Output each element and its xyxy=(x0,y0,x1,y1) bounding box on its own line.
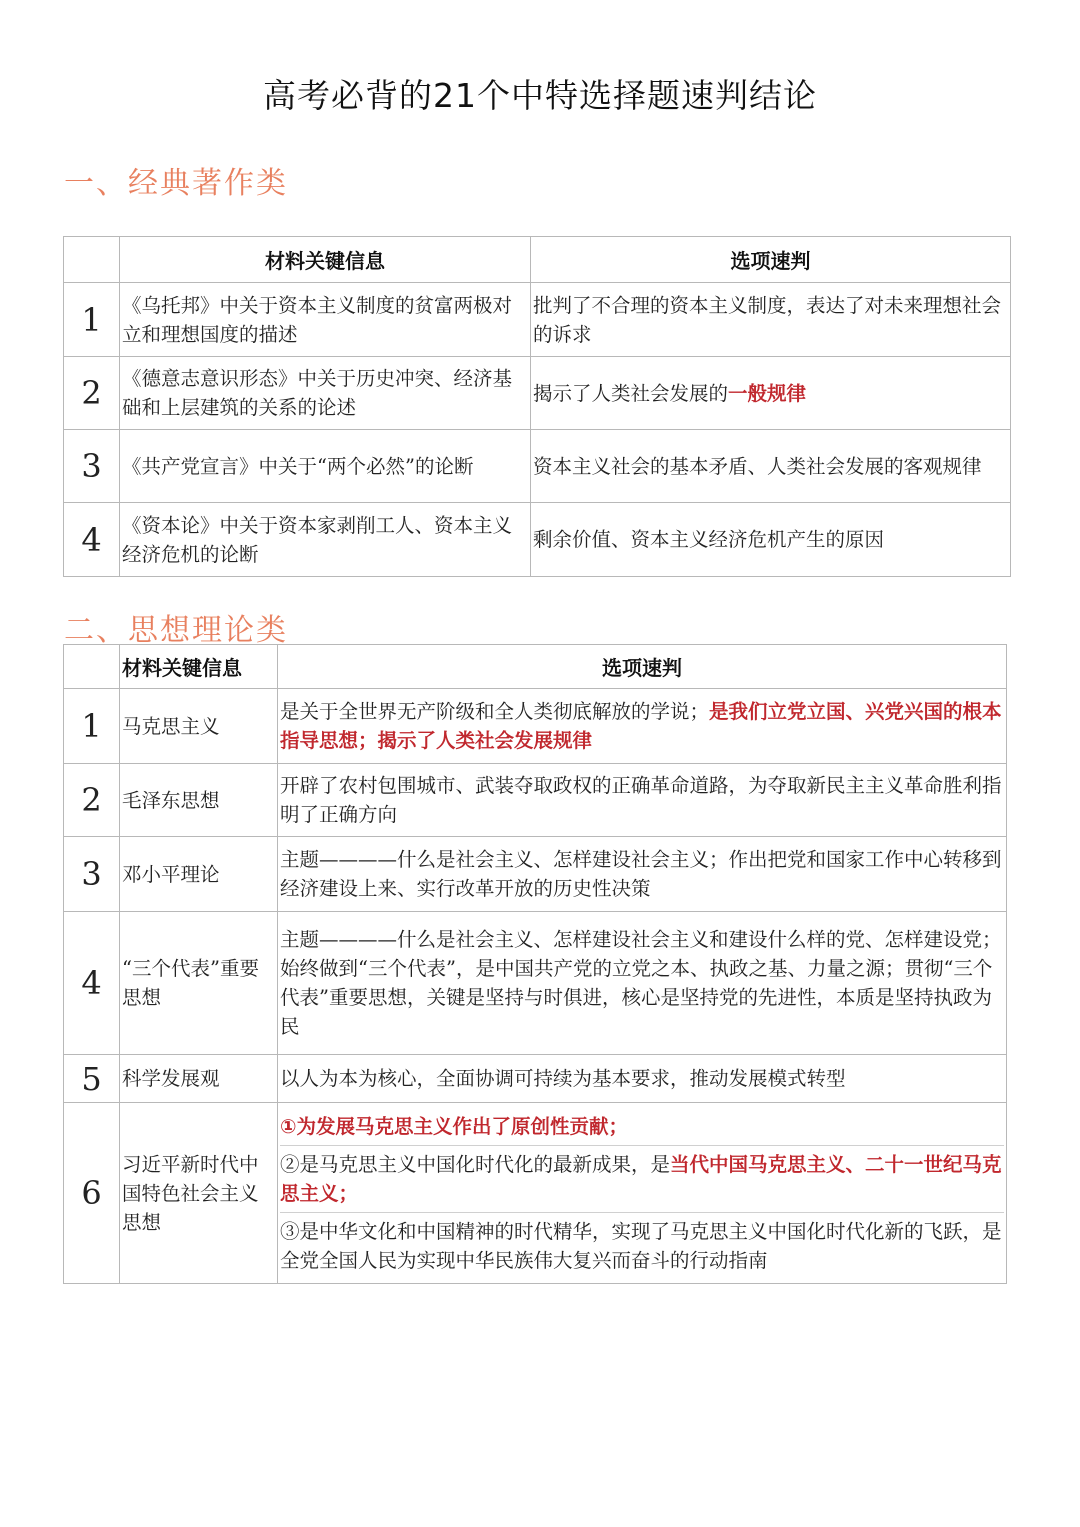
judge-text: 是关于全世界无产阶级和全人类彻底解放的学说； xyxy=(280,700,710,723)
header-key-info: 材料关键信息 xyxy=(120,645,278,689)
judge-text: ③是中华文化和中国精神的时代精华，实现了马克思主义中国化时代化新的飞跃，是全党全国人民为实现中华民族伟大复兴而奋斗的行动指南 xyxy=(280,1219,1002,1272)
header-blank xyxy=(64,237,120,283)
row-number: 2 xyxy=(64,764,120,837)
header-blank xyxy=(64,645,120,689)
row-number: 4 xyxy=(64,912,120,1055)
table-row xyxy=(64,357,1011,430)
table-row xyxy=(64,503,1011,577)
judge-point-3 xyxy=(280,1212,1004,1279)
header-quick-judge: 选项速判 xyxy=(278,645,1007,689)
judge-cell: 主题————什么是社会主义、怎样建设社会主义；作出把党和国家工作中心转移到经济建设上来、实行改革开放的历史性决策 xyxy=(278,837,1007,912)
judge-cell: 开辟了农村包围城市、武装夺取政权的正确革命道路，为夺取新民主主义革命胜利指明了正确方向 xyxy=(278,764,1007,837)
classics-table xyxy=(63,236,1011,577)
judge-highlight: 当代中国马克思主义、二十一世纪马克思主义； xyxy=(280,1152,1002,1205)
judge-highlight: 一般规律 xyxy=(728,381,807,405)
table-row xyxy=(64,764,1007,837)
judge-cell xyxy=(278,689,1007,764)
table-row xyxy=(64,283,1011,357)
judge-cell xyxy=(531,357,1011,430)
row-number: 3 xyxy=(64,430,120,503)
key-info-cell: 《德意志意识形态》中关于历史冲突、经济基础和上层建筑的关系的论述 xyxy=(120,357,531,430)
table-row xyxy=(64,689,1007,764)
section-heading-theory: 二、思想理论类 xyxy=(64,613,288,648)
table-row xyxy=(64,837,1007,912)
judge-highlight: 是我们立党立国、兴党兴国的根本指导思想；揭示了人类社会发展规律 xyxy=(280,700,1002,752)
row-number: 4 xyxy=(64,503,120,577)
table-row xyxy=(64,912,1007,1055)
key-info-cell: 马克思主义 xyxy=(120,689,278,764)
page-title: 高考必背的21个中特选择题速判结论 xyxy=(263,76,817,115)
row-number: 1 xyxy=(64,689,120,764)
theory-table xyxy=(63,644,1007,1284)
header-key-info: 材料关键信息 xyxy=(120,237,531,283)
judge-cell: 主题————什么是社会主义、怎样建设社会主义和建设什么样的党、怎样建设党；始终做到“三个代表”，是中国共产党的立党之本、执政之基、力量之源；贯彻“三个代表”重要思想，关键是坚持与时俱进，核心是坚持党的先进性，本质是坚持执政为民 xyxy=(278,912,1007,1055)
judge-cell xyxy=(278,1103,1007,1284)
row-number: 6 xyxy=(64,1103,120,1284)
key-info-cell: 习近平新时代中国特色社会主义思想 xyxy=(120,1103,278,1284)
judge-cell: 以人为本为核心，全面协调可持续为基本要求，推动发展模式转型 xyxy=(278,1055,1007,1103)
row-number: 1 xyxy=(64,283,120,357)
row-number: 3 xyxy=(64,837,120,912)
judge-cell: 剩余价值、资本主义经济危机产生的原因 xyxy=(531,503,1011,577)
table-header-row xyxy=(64,645,1007,689)
judge-text: 揭示了人类社会发展的 xyxy=(533,381,729,405)
key-info-cell: 毛泽东思想 xyxy=(120,764,278,837)
row-number: 2 xyxy=(64,357,120,430)
judge-point-1 xyxy=(280,1108,1004,1145)
key-info-cell: “三个代表”重要思想 xyxy=(120,912,278,1055)
header-quick-judge: 选项速判 xyxy=(531,237,1011,283)
table-row xyxy=(64,1055,1007,1103)
key-info-cell: 科学发展观 xyxy=(120,1055,278,1103)
key-info-cell: 邓小平理论 xyxy=(120,837,278,912)
table-header-row xyxy=(64,237,1011,283)
judge-cell: 资本主义社会的基本矛盾、人类社会发展的客观规律 xyxy=(531,430,1011,503)
key-info-cell: 《资本论》中关于资本家剥削工人、资本主义经济危机的论断 xyxy=(120,503,531,577)
judge-point-2 xyxy=(280,1145,1004,1212)
row-number: 5 xyxy=(64,1055,120,1103)
judge-cell: 批判了不合理的资本主义制度，表达了对未来理想社会的诉求 xyxy=(531,283,1011,357)
key-info-cell: 《乌托邦》中关于资本主义制度的贫富两极对立和理想国度的描述 xyxy=(120,283,531,357)
judge-text: ②是马克思主义中国化时代化的最新成果，是 xyxy=(280,1152,671,1176)
table-row xyxy=(64,1103,1007,1284)
section-heading-classics: 一、经典著作类 xyxy=(64,166,288,201)
key-info-cell: 《共产党宣言》中关于“两个必然”的论断 xyxy=(120,430,531,503)
judge-highlight: ①为发展马克思主义作出了原创性贡献； xyxy=(280,1114,629,1138)
table-row xyxy=(64,430,1011,503)
